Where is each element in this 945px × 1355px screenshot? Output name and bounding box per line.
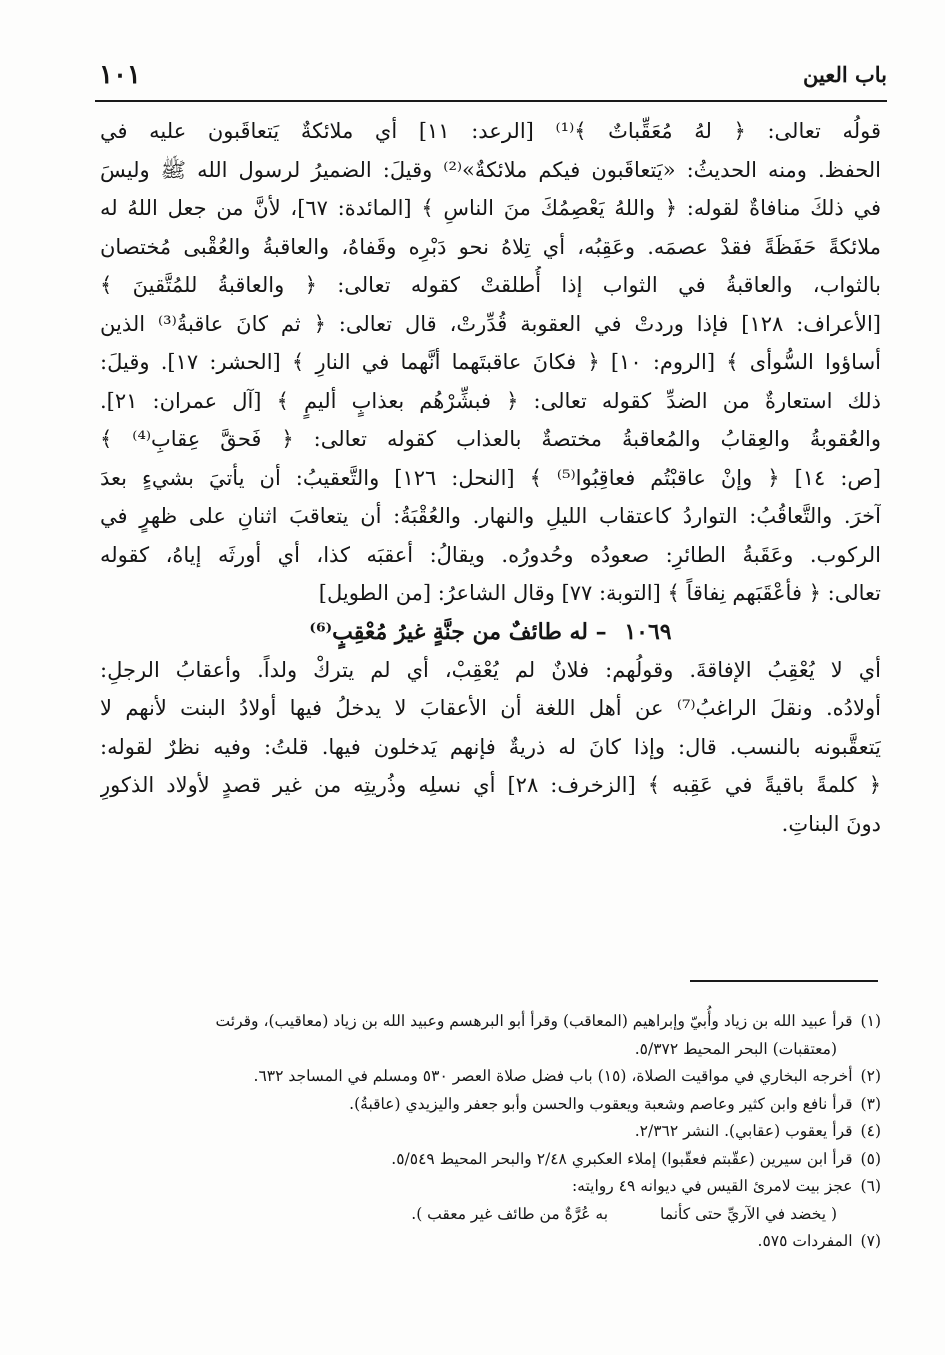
footnote-text: قرأ يعقوب (عقابي). النشر ٢/٣٦٢.: [634, 1122, 853, 1140]
main-text: [100, 112, 881, 843]
footnote-text: قرأ ابن سيرين (عقّبتم فعقّبوا) إملاء العكبري ٢/٤٨ والبحر المحيط ٥/٥٤٩.: [391, 1149, 853, 1168]
footnote: [110, 1008, 881, 1036]
text-line: ذلك استعارةٌ من الضدِّ كقوله تعالى: ﴿ فبشِّرْهُم بعذابٍ أليمٍ ﴾ [آل عمران: ٢١].: [100, 388, 881, 413]
text-line: أي لا يُعْقِبُ الإفاقةَ. وقولُهم: فلانٌ لم يُعْقِبْ، أي لم يتركْ ولداً. وأعقابُ الرجلِ:: [100, 657, 881, 682]
text-line: آخرَ. والتَّعاقُبُ: التواردُ كاعتقاب الليلِ والنهار. والعُقْبَةُ: أن يتعاقبَ اثنانِ على ظهرٍ في: [100, 504, 881, 528]
running-head: باب العين: [802, 62, 887, 87]
footnote-separator: [690, 980, 878, 982]
text-line: أساؤوا السُّوأى ﴾ [الروم: ١٠] ﴿ فكانَ عاقبتَهما أنَّهما في النارِ ﴾ [الحشر: ١٧]. وقيلَ:: [100, 350, 881, 374]
verse-first-hemistich: ( يخضد في الآريِّ حتى كأنما: [660, 1204, 837, 1223]
verse-line: [110, 1201, 881, 1229]
verse-second-hemistich: به عُرَّةٌ من طائف غير معقب ).: [411, 1204, 609, 1223]
footnote-text: قرأ نافع وابن كثير وعاصم وشعبة ويعقوب والحسن وأبو جعفر واليزيدي (عاقبةُ).: [349, 1094, 853, 1113]
page-number: ١٠١: [99, 60, 141, 90]
footnote-text: (معتقبات) البحر المحيط ٥/٣٧٢.: [634, 1039, 837, 1058]
text-line: تعالى: ﴿ فأعْقَبَهم نِفاقاً ﴾ [التوبة: ٧٧] وقال الشاعرُ: [من الطويل]: [318, 581, 881, 605]
footnote: [110, 1063, 881, 1091]
text-line: ﴿ كلمةً باقيةً في عَقِبه ﴾ [الزخرف: ٢٨] أي نسلِه وذُريتِه من غير قصدٍ لأولاد الذكورِ: [100, 773, 881, 797]
footnote: [110, 1173, 881, 1201]
footnote-number: (٥): [860, 1149, 881, 1168]
entry-heading: [100, 613, 881, 651]
footnote: [110, 1118, 881, 1146]
text-line: أولادُه. ونقلَ الراغبُ⁽⁷⁾ عن أهل اللغة أن الأعقابَ لا يدخلُ فيها أولادُ البنت لأنهم لا: [100, 696, 881, 720]
text-line: بالثواب، والعاقبةُ في الثواب إذا أُطلقتْ كقوله تعالى: ﴿ والعاقبةُ للمُتَّقينَ ﴾: [100, 273, 881, 297]
entry-heading-text: – له طائفٌ من جنَّةٍ غيرُ مُعْقِبٍ⁽⁶⁾: [309, 618, 607, 645]
footnotes: [110, 1008, 881, 1256]
footnote-number: (٤): [860, 1122, 881, 1140]
text-line: [ص: ١٤] ﴿ وإنْ عاقبْتُم فعاقِبُوا⁽⁵⁾ ﴾ [النحل: ١٢٦] والتَّعقيبُ: أن يأتيَ بشيءٍ بعدَ: [100, 465, 881, 490]
text-line: قولُه تعالى: ﴿ لهُ مُعَقِّباتٌ ﴾⁽¹⁾ [الرعد: ١١] أي ملائكةٌ يَتعاقَبون عليه في: [100, 119, 881, 143]
footnote-number: (٧): [860, 1232, 881, 1250]
footnote-number: (٦): [860, 1177, 881, 1195]
text-line: الحفظ. ومنه الحديثُ: «يَتعاقَبون فيكم ملائكةٌ»⁽²⁾ وقيلَ: الضميرُ لرسول الله ﷺ وليسَ: [100, 157, 881, 182]
footnote: [110, 1146, 881, 1174]
footnote: [110, 1228, 881, 1256]
page-header: [95, 56, 887, 102]
text-line: [الأعراف: ١٢٨] فإذا وردتْ في العقوبة قُدِّرتْ، قال تعالى: ﴿ ثم كانَ عاقبةُ⁽³⁾ الذين: [100, 311, 881, 336]
text-line: والعُقوبةُ والعِقابُ والمُعاقبةُ مختصةٌ بالعذاب كقوله تعالى: ﴿ فَحقَّ عِقابِ⁽⁴⁾ ﴾: [100, 427, 881, 451]
footnote-text: المفردات ٥٧٥.: [757, 1232, 853, 1250]
footnote-number: (٢): [860, 1067, 881, 1085]
footnote-text: قرأ عبيد الله بن زياد وأُبيّ وإبراهيم (المعاقب) وقرأ أبو البرهسم وعبيد الله بن زياد (معاقيب)، وقرئت: [215, 1012, 853, 1030]
text-line: الركوب. وعَقَبةُ الطائرِ: صعودُه وحُدورُه. ويقالُ: أعقبَه كذا، أي أورثَه إياهُ، كقوله: [100, 542, 881, 567]
text-line: ملائكةً حَفَظَةً فقدْ عصمَه. وعَقِبُه، أي تِلاهُ نحو دَبْرِه وقَفاهُ، والعاقبةُ والعُقْبى مُختصان: [100, 234, 881, 259]
text-line: يَتعقَّبونه بالنسب. قال: وإذا كانَ له ذريةٌ فإنهم يَدخلون فيها. قلتُ: وفيه نظرٌ لقوله:: [100, 734, 881, 759]
footnote-text: عجز بيت لامرئ القيس في ديوانه ٤٩ روايته:: [571, 1177, 853, 1195]
text-line: دونَ البناتِ.: [781, 811, 881, 836]
footnote: [110, 1091, 881, 1119]
footnote-text: أخرجه البخاري في مواقيت الصلاة، (١٥) باب فضل صلاة العصر ٥٣٠ ومسلم في المساجد ٦٣٢.: [253, 1067, 853, 1085]
entry-number: ١٠٦٩: [624, 618, 672, 645]
footnote: [110, 1036, 881, 1064]
footnote-number: (١): [860, 1012, 881, 1030]
footnote-number: (٣): [860, 1094, 881, 1113]
text-line: في ذلكَ منافاةٌ لقوله: ﴿ واللهُ يَعْصِمُكَ منَ الناسِ ﴾ [المائدة: ٦٧]، لأنَّ من جعل اللهُ له: [100, 196, 881, 220]
